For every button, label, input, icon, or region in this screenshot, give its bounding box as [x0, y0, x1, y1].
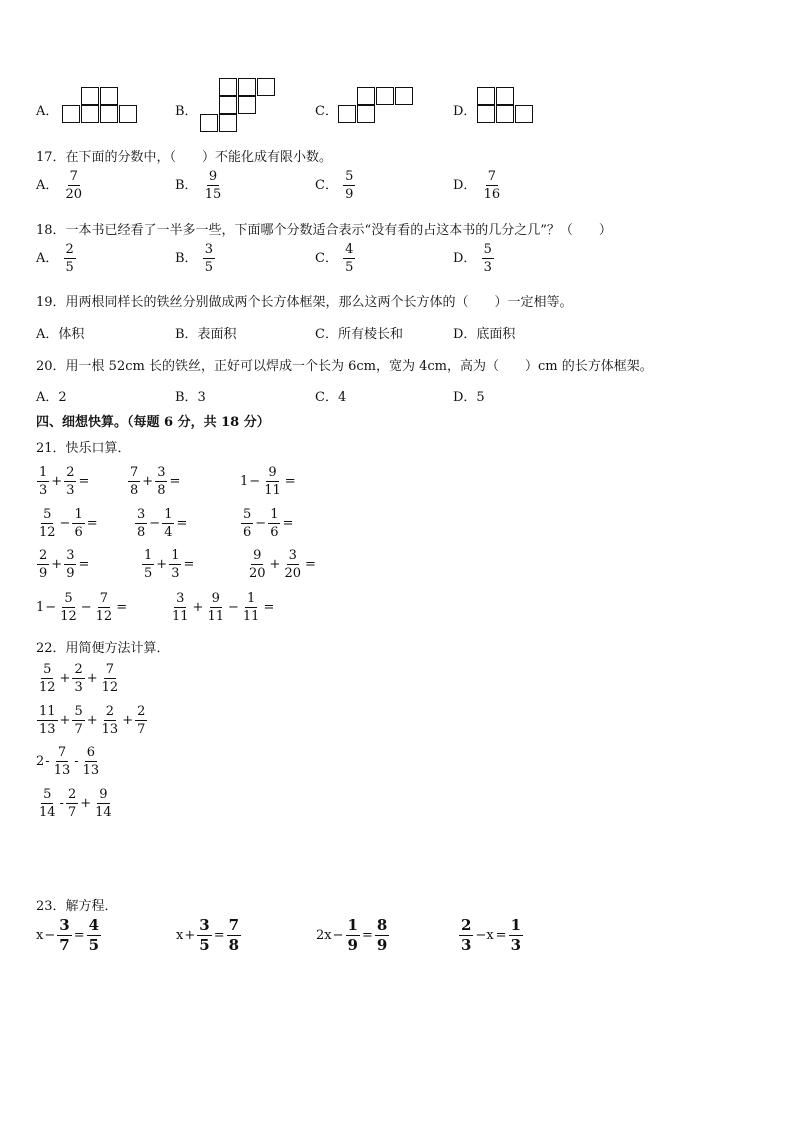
q19-option-b: B．表面积 — [175, 327, 237, 342]
operator: − — [80, 600, 92, 615]
numerator: 9 — [268, 465, 277, 480]
q20-stem: 20．用一根 52cm 长的铁丝，正好可以焊成一个长为 6cm，宽为 4cm，高为（ ）cm 的长方体框架。 — [36, 359, 653, 374]
numerator: 7 — [69, 169, 78, 184]
q16-option-b-label: B． — [175, 104, 198, 119]
denominator: 13 — [101, 722, 119, 737]
numerator: 2 — [74, 662, 83, 677]
equals: = — [169, 474, 181, 489]
denominator: 7 — [59, 936, 70, 954]
q21-expr-4 — [36, 508, 99, 539]
denominator: 11 — [207, 609, 224, 624]
equals: = — [282, 516, 294, 531]
denominator: 3 — [461, 936, 472, 954]
q18-option-d — [453, 243, 495, 274]
q22-stem: 22．用简便方法计算． — [36, 641, 170, 656]
equals: = — [176, 516, 188, 531]
equals: = — [73, 928, 85, 943]
option-label: D． — [453, 178, 477, 193]
denominator: 9 — [347, 936, 358, 954]
section-4-heading: 四、细想快算。（每题 6 分，共 18 分） — [36, 415, 270, 430]
numerator: 5 — [243, 507, 252, 522]
numerator: 2 — [105, 704, 115, 719]
numerator: 1 — [164, 507, 173, 522]
numerator: 3 — [176, 591, 185, 606]
operator: + — [269, 557, 281, 572]
numerator: 8 — [376, 916, 388, 934]
denominator: 9 — [376, 936, 388, 954]
equals: = — [305, 557, 316, 572]
numerator: 3 — [199, 916, 210, 934]
denominator: 9 — [66, 566, 75, 581]
operator: + — [192, 600, 204, 615]
q23-equation-3 — [316, 918, 390, 953]
numerator: 3 — [288, 548, 297, 563]
q21-stem: 21．快乐口算． — [36, 441, 131, 456]
denominator: 7 — [74, 722, 83, 737]
variable: x — [176, 928, 184, 943]
q22-expr-4 — [36, 788, 115, 819]
denominator: 3 — [171, 566, 180, 581]
denominator: 8 — [157, 483, 166, 498]
numerator: 7 — [57, 745, 67, 760]
denominator: 5 — [65, 260, 74, 275]
q18-option-a — [36, 243, 77, 274]
equals: = — [116, 600, 128, 615]
q19-option-c: C．所有棱长和 — [315, 327, 403, 342]
operator: − — [44, 928, 56, 943]
numerator: 4 — [88, 916, 100, 934]
denominator: 5 — [204, 260, 213, 275]
denominator: 9 — [39, 566, 48, 581]
numerator: 1 — [347, 916, 358, 934]
q21-expr-6 — [240, 508, 294, 539]
denominator: 3 — [39, 483, 48, 498]
denominator: 5 — [199, 936, 210, 954]
option-label: B． — [175, 178, 198, 193]
variable: x — [36, 928, 44, 943]
denominator: 13 — [53, 763, 71, 778]
equals: = — [361, 928, 373, 943]
operator: + — [59, 671, 71, 686]
option-label: A． — [36, 251, 59, 266]
operator: + — [86, 713, 98, 728]
numerator: 9 — [208, 169, 218, 184]
numerator: 2 — [137, 704, 146, 719]
denominator: 16 — [483, 187, 501, 202]
denominator: 12 — [95, 609, 113, 624]
denominator: 8 — [228, 936, 240, 954]
equals: = — [213, 928, 225, 943]
q20-option-b: B．3 — [175, 390, 206, 405]
denominator: 12 — [60, 609, 77, 624]
q17-option-d — [453, 170, 503, 201]
q17-stem: 17．在下面的分数中，（ ）不能化成有限小数。 — [36, 150, 333, 165]
operator: − — [228, 600, 239, 615]
numerator: 3 — [157, 465, 166, 480]
denominator: 12 — [39, 680, 56, 695]
q22-expr-3 — [36, 746, 102, 777]
q16-option-d-label: D． — [453, 104, 477, 119]
operator: + — [51, 557, 63, 572]
q22-expr-2 — [36, 705, 148, 736]
numerator: 7 — [105, 662, 115, 677]
integer: 2 — [36, 754, 45, 769]
q21-expr-10 — [36, 592, 128, 623]
operator: - — [59, 796, 64, 811]
numerator: 2 — [461, 916, 472, 934]
integer: 1 — [240, 474, 249, 489]
denominator: 3 — [483, 260, 492, 275]
numerator: 2 — [66, 465, 75, 480]
variable: 2x — [316, 928, 332, 943]
operator: −x — [475, 928, 494, 943]
denominator: 3 — [510, 936, 522, 954]
numerator: 3 — [59, 916, 70, 934]
operator: + — [142, 474, 154, 489]
q20-option-d: D．5 — [453, 390, 485, 405]
operator: - — [45, 754, 50, 769]
numerator: 7 — [99, 591, 109, 606]
numerator: 7 — [228, 916, 240, 934]
numerator: 2 — [65, 242, 74, 257]
option-label: B． — [175, 251, 198, 266]
option-label: C． — [315, 251, 338, 266]
option-label: D． — [453, 251, 477, 266]
denominator: 4 — [164, 525, 173, 540]
denominator: 5 — [345, 260, 354, 275]
numerator: 5 — [345, 169, 354, 184]
denominator: 6 — [270, 525, 279, 540]
numerator: 2 — [67, 787, 77, 802]
denominator: 9 — [345, 187, 354, 202]
q21-expr-9 — [246, 549, 317, 580]
denominator: 20 — [284, 566, 301, 581]
q21-expr-7 — [36, 549, 90, 580]
q19-option-d: D．底面积 — [453, 327, 516, 342]
denominator: 6 — [243, 525, 252, 540]
q17-option-a — [36, 170, 85, 201]
denominator: 20 — [249, 566, 266, 581]
option-label: A． — [36, 178, 59, 193]
operator: + — [184, 928, 196, 943]
equals: = — [263, 600, 275, 615]
denominator: 8 — [137, 525, 146, 540]
numerator: 4 — [345, 242, 354, 257]
denominator: 6 — [74, 525, 83, 540]
q23-equation-1 — [36, 918, 102, 953]
denominator: 11 — [242, 609, 260, 624]
equals: = — [86, 516, 98, 531]
denominator: 5 — [144, 566, 153, 581]
numerator: 5 — [74, 704, 83, 719]
denominator: 20 — [65, 187, 83, 202]
numerator: 5 — [43, 662, 52, 677]
q20-option-c: C．4 — [315, 390, 347, 405]
numerator: 1 — [39, 465, 48, 480]
equals: = — [495, 928, 507, 943]
q21-expr-1 — [36, 466, 90, 497]
q21-expr-2 — [127, 466, 181, 497]
operator: + — [86, 671, 98, 686]
q17-option-b — [175, 170, 224, 201]
q22-expr-1 — [36, 663, 121, 694]
equals: = — [183, 557, 195, 572]
operator: - — [74, 754, 79, 769]
denominator: 7 — [67, 805, 77, 820]
numerator: 7 — [487, 169, 496, 184]
q19-stem: 19．用两根同样长的铁丝分别做成两个长方体框架，那么这两个长方体的（ ）一定相等。 — [36, 295, 573, 310]
numerator: 9 — [253, 548, 262, 563]
denominator: 7 — [137, 722, 146, 737]
q21-expr-3 — [240, 466, 297, 497]
numerator: 9 — [99, 787, 108, 802]
numerator: 7 — [130, 465, 139, 480]
q18-stem: 18．一本书已经看了一半多一些，下面哪个分数适合表示“没有看的占这本书的几分之几”？（ ） — [36, 223, 612, 238]
operator: − — [249, 474, 261, 489]
numerator: 6 — [86, 745, 96, 760]
q23-equation-4 — [458, 918, 524, 953]
numerator: 11 — [39, 704, 56, 719]
q17-option-c — [315, 170, 356, 201]
operator: − — [149, 516, 161, 531]
q18-option-b — [175, 243, 216, 274]
numerator: 1 — [270, 507, 279, 522]
numerator: 5 — [64, 591, 73, 606]
q23-equation-2 — [176, 918, 242, 953]
numerator: 2 — [39, 548, 48, 563]
denominator: 5 — [88, 936, 100, 954]
numerator: 1 — [171, 548, 180, 563]
denominator: 3 — [74, 680, 83, 695]
q21-expr-8 — [141, 549, 195, 580]
operator: + — [122, 713, 134, 728]
denominator: 14 — [95, 805, 112, 820]
denominator: 11 — [264, 483, 281, 498]
numerator: 5 — [43, 507, 52, 522]
operator: − — [59, 516, 71, 531]
denominator: 15 — [204, 187, 222, 202]
equals: = — [78, 474, 90, 489]
numerator: 1 — [74, 507, 83, 522]
denominator: 12 — [39, 525, 56, 540]
numerator: 5 — [43, 787, 52, 802]
q18-option-c — [315, 243, 356, 274]
denominator: 11 — [172, 609, 189, 624]
numerator: 1 — [144, 548, 153, 563]
q16-option-a-label: A． — [36, 104, 59, 119]
operator: + — [59, 713, 71, 728]
operator: − — [45, 600, 57, 615]
operator: + — [51, 474, 63, 489]
q16-option-c-label: C． — [315, 104, 338, 119]
denominator: 12 — [101, 680, 119, 695]
q19-option-a: A．体积 — [36, 327, 85, 342]
option-label: C． — [315, 178, 338, 193]
operator: + — [80, 796, 92, 811]
operator: − — [255, 516, 267, 531]
numerator: 3 — [137, 507, 146, 522]
equals: = — [78, 557, 90, 572]
operator: + — [156, 557, 168, 572]
numerator: 1 — [247, 591, 256, 606]
numerator: 9 — [211, 591, 220, 606]
q21-expr-5 — [134, 508, 188, 539]
denominator: 13 — [82, 763, 100, 778]
numerator: 1 — [510, 916, 522, 934]
q21-expr-11 — [169, 592, 275, 623]
numerator: 3 — [204, 242, 213, 257]
numerator: 3 — [66, 548, 75, 563]
denominator: 14 — [39, 805, 56, 820]
operator: − — [332, 928, 344, 943]
denominator: 13 — [39, 722, 56, 737]
denominator: 3 — [66, 483, 75, 498]
equals: = — [284, 474, 296, 489]
q23-stem: 23．解方程． — [36, 899, 118, 914]
denominator: 8 — [130, 483, 139, 498]
integer: 1 — [36, 600, 45, 615]
q20-option-a: A．2 — [36, 390, 67, 405]
numerator: 5 — [483, 242, 492, 257]
